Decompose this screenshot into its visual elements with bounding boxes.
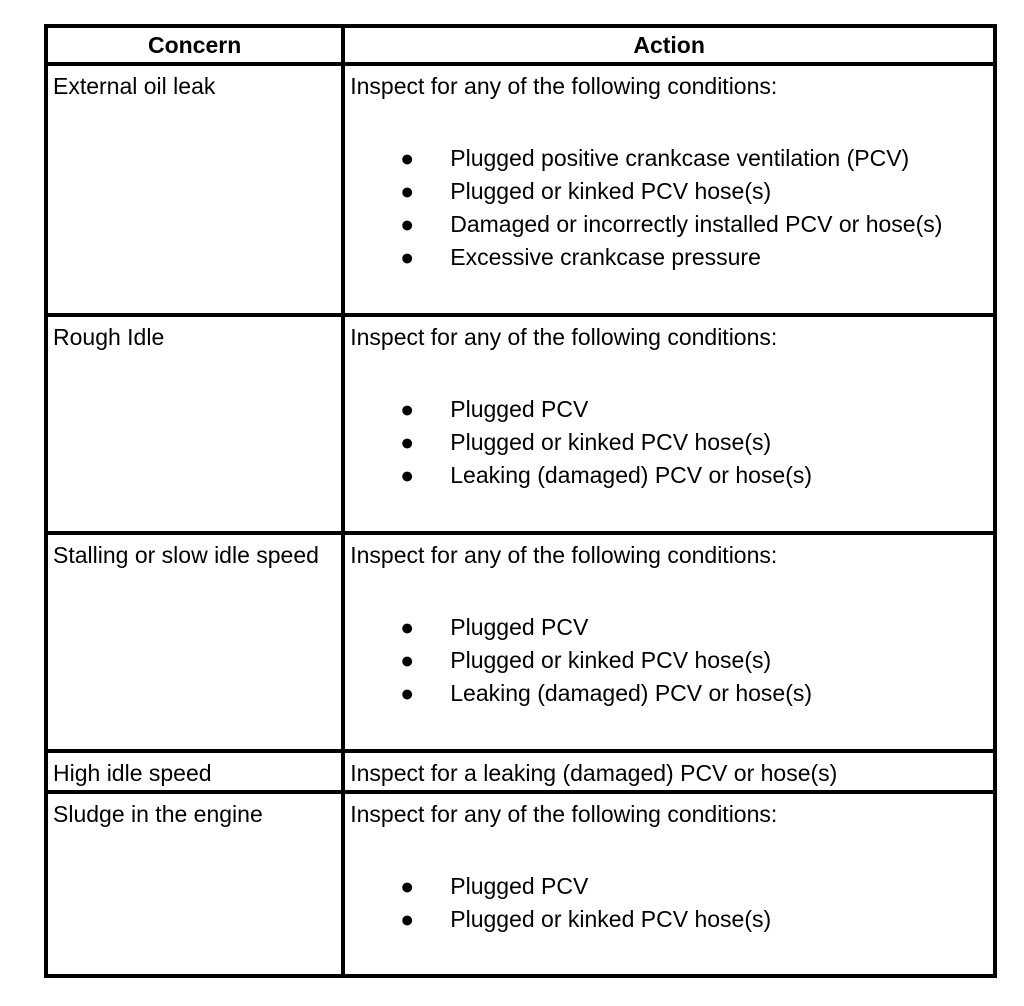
condition-text: Plugged PCV: [450, 396, 589, 422]
condition-text: Excessive crankcase pressure: [450, 244, 761, 270]
list-item: [345, 611, 993, 644]
concern-text: Sludge in the engine: [53, 801, 263, 827]
list-item: [345, 208, 993, 241]
condition-text: Plugged positive crankcase ventilation (PCV): [450, 145, 910, 171]
list-item: [345, 241, 993, 274]
concern-text: External oil leak: [53, 73, 216, 99]
condition-text: Plugged or kinked PCV hose(s): [450, 178, 772, 204]
list-item: [345, 426, 993, 459]
condition-text: Leaking (damaged) PCV or hose(s): [450, 680, 813, 706]
action-cell: [343, 751, 995, 792]
list-item: [345, 175, 993, 208]
table-row: [46, 64, 995, 315]
concern-cell: [46, 533, 343, 751]
condition-text: Damaged or incorrectly installed PCV or hose(s): [450, 211, 943, 237]
table-row: [46, 315, 995, 533]
condition-list: [345, 831, 993, 936]
bullet-icon: ●: [400, 680, 415, 706]
condition-text: Plugged or kinked PCV hose(s): [450, 429, 772, 455]
concern-cell: [46, 792, 343, 976]
condition-text: Plugged or kinked PCV hose(s): [450, 906, 772, 932]
action-cell: [343, 533, 995, 751]
condition-text: Plugged PCV: [450, 873, 589, 899]
concern-cell: [46, 64, 343, 315]
diagnosis-table: [44, 24, 997, 978]
condition-text: Plugged PCV: [450, 614, 589, 640]
header-concern: Concern: [46, 26, 343, 64]
concern-cell: [46, 751, 343, 792]
bullet-icon: ●: [400, 396, 415, 422]
table-row: [46, 792, 995, 976]
bullet-icon: ●: [400, 462, 415, 488]
condition-list: [345, 572, 993, 710]
bullet-icon: ●: [400, 429, 415, 455]
action-intro: Inspect for any of the following conditions:: [350, 801, 778, 827]
concern-cell: [46, 315, 343, 533]
action-cell: [343, 315, 995, 533]
header-row: [46, 26, 995, 64]
concern-text: Rough Idle: [53, 324, 165, 350]
condition-text: Leaking (damaged) PCV or hose(s): [450, 462, 813, 488]
bullet-icon: ●: [400, 873, 415, 899]
action-cell: [343, 792, 995, 976]
action-cell: [343, 64, 995, 315]
header-action: Action: [343, 26, 995, 64]
condition-list: [345, 103, 993, 274]
list-item: [345, 870, 993, 903]
action-intro: Inspect for a leaking (damaged) PCV or hose(s): [350, 760, 838, 786]
table-row: [46, 533, 995, 751]
bullet-icon: ●: [400, 614, 415, 640]
list-item: [345, 903, 993, 936]
bullet-icon: ●: [400, 211, 415, 237]
condition-list: [345, 354, 993, 492]
bullet-icon: ●: [400, 178, 415, 204]
action-intro: Inspect for any of the following conditions:: [350, 542, 778, 568]
list-item: [345, 644, 993, 677]
action-intro: Inspect for any of the following conditions:: [350, 324, 778, 350]
list-item: [345, 459, 993, 492]
bullet-icon: ●: [400, 145, 415, 171]
bullet-icon: ●: [400, 906, 415, 932]
list-item: [345, 142, 993, 175]
list-item: [345, 393, 993, 426]
list-item: [345, 677, 993, 710]
concern-text: Stalling or slow idle speed: [53, 542, 319, 568]
action-intro: Inspect for any of the following conditions:: [350, 73, 778, 99]
concern-text: High idle speed: [53, 760, 212, 786]
bullet-icon: ●: [400, 647, 415, 673]
bullet-icon: ●: [400, 244, 415, 270]
condition-text: Plugged or kinked PCV hose(s): [450, 647, 772, 673]
table-row: [46, 751, 995, 792]
